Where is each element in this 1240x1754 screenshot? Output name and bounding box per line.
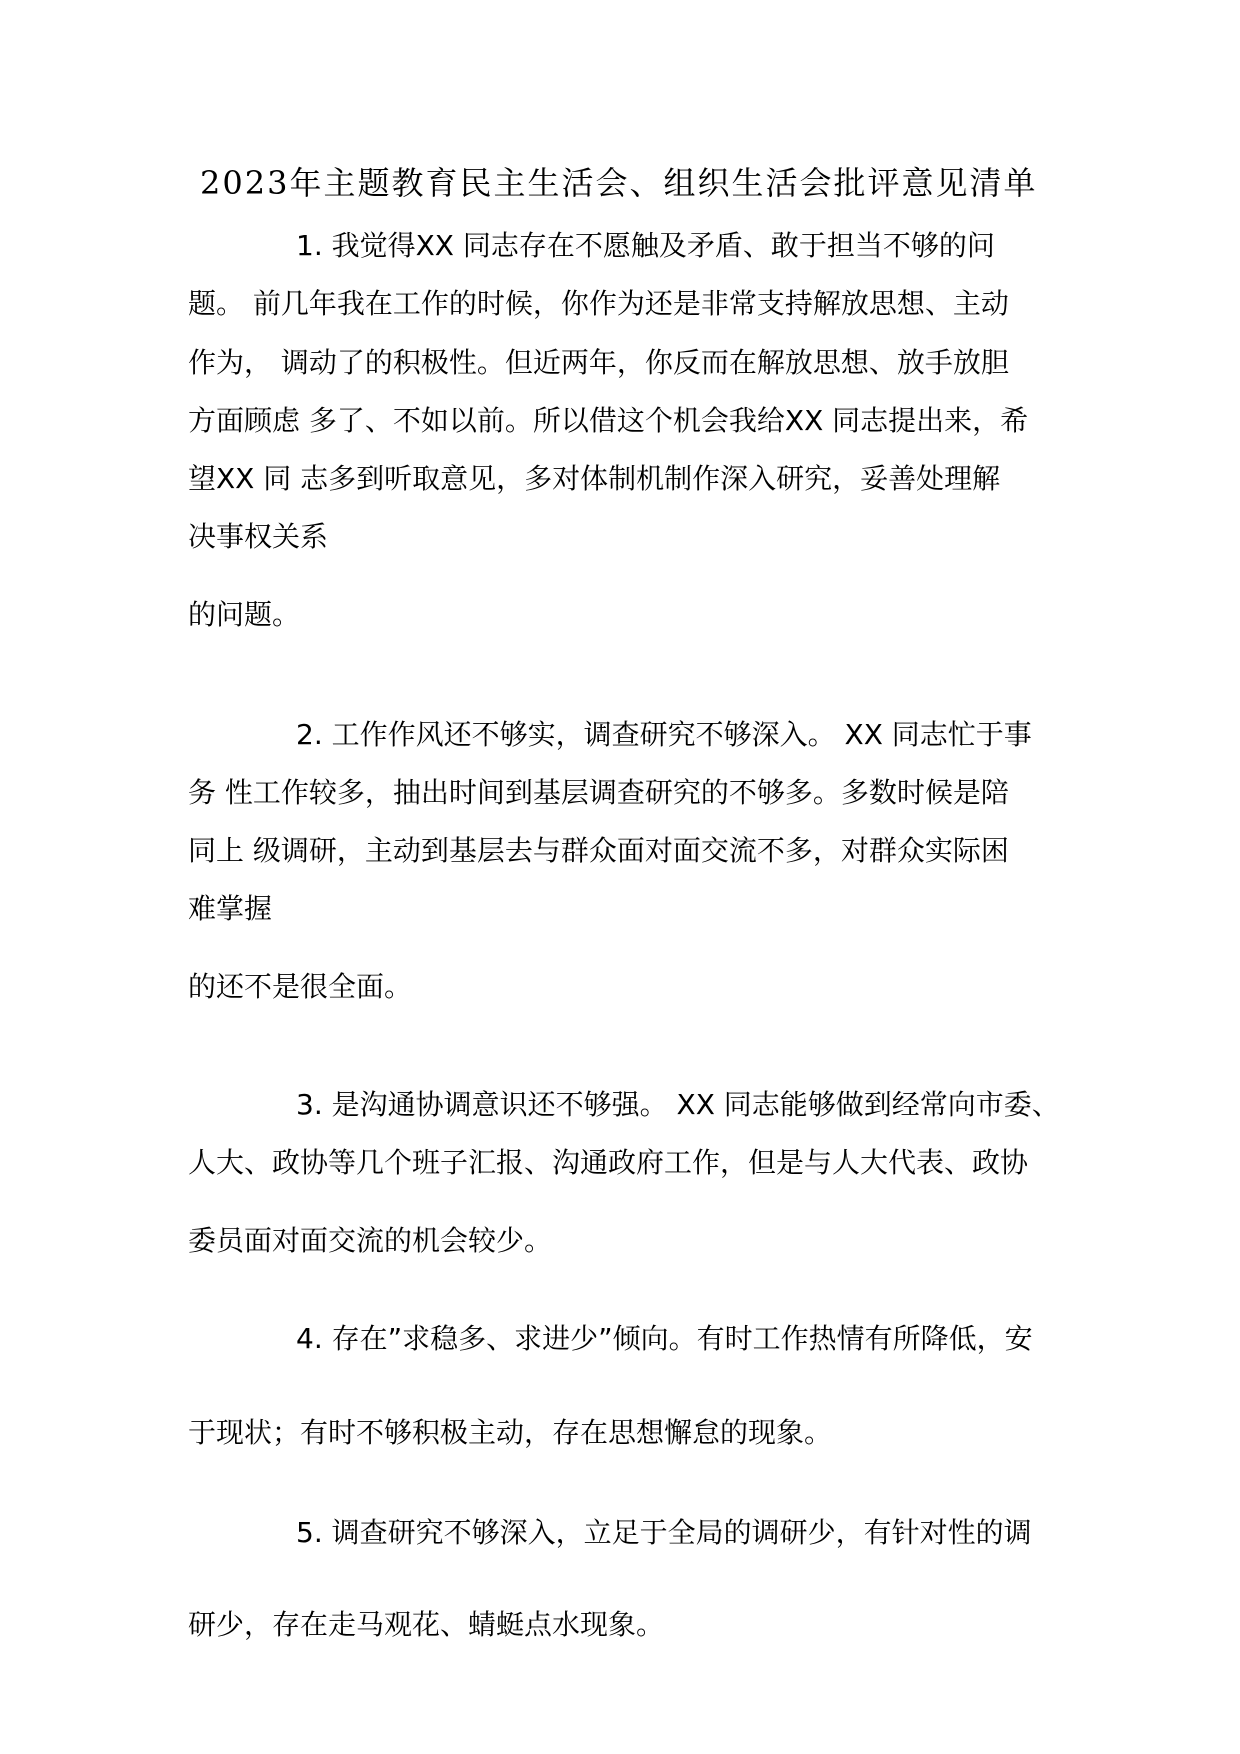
item-3-line-1: 3. 是沟通协调意识还不够强。 XX 同志能够做到经常向市委、 — [296, 1088, 1060, 1121]
item-4-line-2: 于现状；有时不够积极主动，存在思想懈怠的现象。 — [188, 1416, 833, 1449]
item-5-line-1: 5. 调查研究不够深入，立足于全局的调研少，有针对性的调 — [296, 1516, 1032, 1549]
item-5-line-2: 研少，存在走马观花、蜻蜓点水现象。 — [188, 1608, 665, 1641]
item-2-line-3: 同上 级调研，主动到基层去与群众面对面交流不多，对群众实际困 — [188, 834, 1009, 867]
item-1-line-6: 决事权关系 — [188, 520, 329, 553]
document-title: 2023年主题教育民主生活会、组织生活会批评意见清单 — [200, 164, 1038, 202]
item-2-line-2: 务 性工作较多，抽出时间到基层调查研究的不够多。多数时候是陪 — [188, 776, 1009, 809]
item-1-line-1: 1. 我觉得XX 同志存在不愿触及矛盾、敢于担当不够的问 — [296, 229, 995, 262]
item-4-line-1: 4. 存在”求稳多、求进少”倾向。有时工作热情有所降低，安 — [296, 1322, 1033, 1355]
item-2-line-5: 的还不是很全面。 — [188, 970, 413, 1003]
item-1-line-3: 作为， 调动了的积极性。但近两年，你反而在解放思想、放手放胆 — [188, 346, 1009, 379]
item-3-line-2: 人大、政协等几个班子汇报、沟通政府工作，但是与人大代表、政协 — [188, 1146, 1029, 1179]
item-2-line-1: 2. 工作作风还不够实，调查研究不够深入。 XX 同志忙于事 — [296, 718, 1032, 751]
item-1-line-7: 的问题。 — [188, 598, 301, 631]
item-2-line-4: 难掌握 — [188, 892, 273, 925]
item-1-line-2: 题。 前几年我在工作的时候，你作为还是非常支持解放思想、主动 — [188, 287, 1009, 320]
item-1-line-4: 方面顾虑 多了、不如以前。所以借这个机会我给XX 同志提出来，希 — [188, 404, 1029, 437]
item-3-line-3: 委员面对面交流的机会较少。 — [188, 1224, 553, 1257]
item-1-line-5: 望XX 同 志多到听取意见，多对体制机制作深入研究，妥善处理解 — [188, 462, 1001, 495]
